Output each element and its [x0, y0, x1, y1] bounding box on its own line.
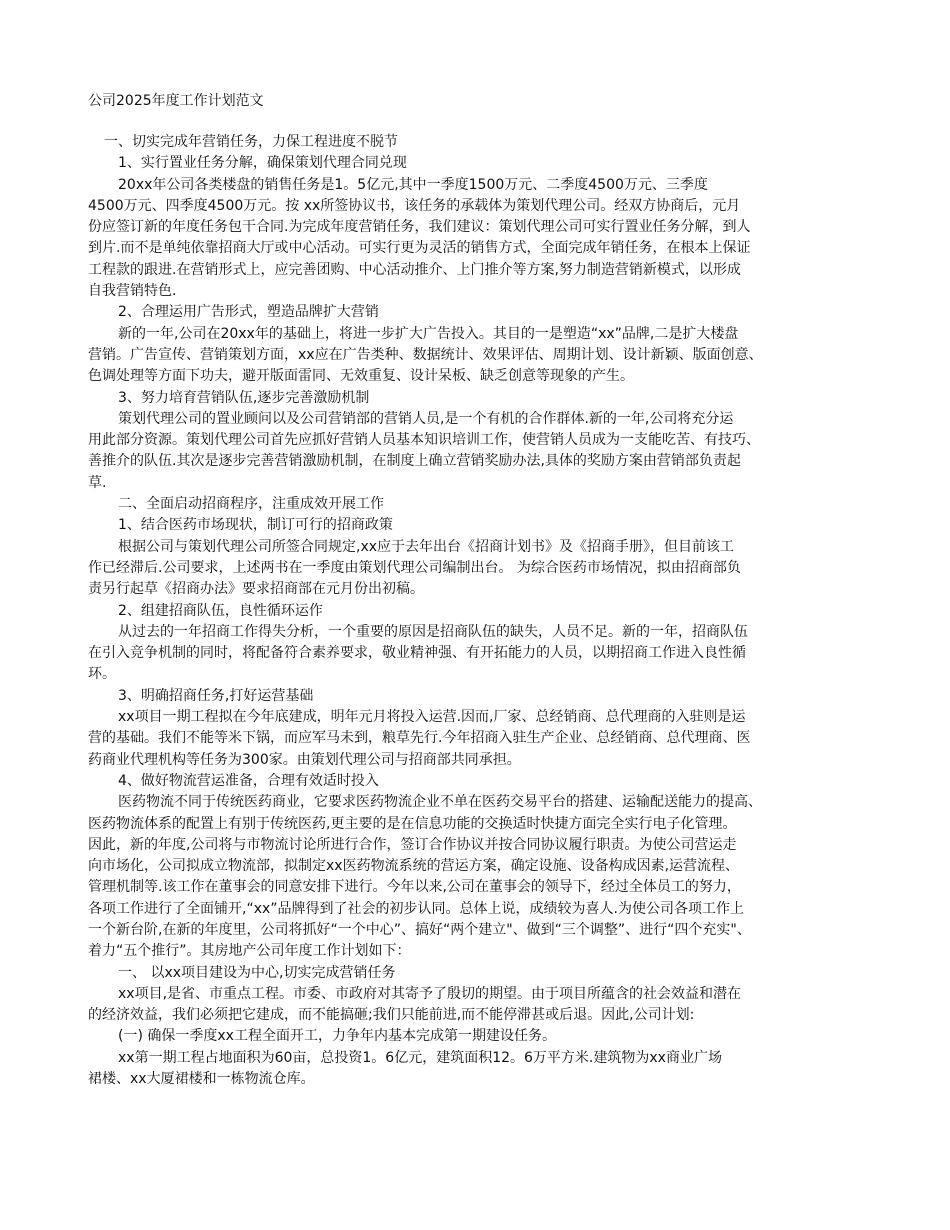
paragraph-line: 裙楼、xx大厦裙楼和一栋物流仓库。: [88, 1071, 315, 1088]
paragraph-line: 着力“五个推行”。其房地产公司年度工作计划如下：: [88, 943, 411, 960]
paragraph-line: (一) 确保一季度xx工程全面开工，力争年内基本完成第一期建设任务。: [118, 1028, 556, 1045]
paragraph-line: 工程款的跟进.在营销形式上，应完善团购、中心活动推介、上门推介等方案,努力制造营销新模式，以形成: [88, 261, 741, 278]
paragraph-line: 作已经滞后.公司要求，上述两书在一季度由策划代理公司编制出台。 为综合医药市场情况，拟由招商部负: [88, 559, 741, 576]
paragraph-line: 自我营销特色.: [88, 283, 177, 300]
paragraph-line: 草.: [88, 474, 107, 491]
paragraph-line: 新的一年,公司在20xx年的基础上，将进一步扩大广告投入。其目的一是塑造“xx”品牌,二是扩大楼盘: [118, 325, 739, 342]
paragraph-line: 药商业代理机构等任务为300家。由策划代理公司与招商部共同承担。: [88, 751, 521, 768]
paragraph-line: 1、结合医药市场现状，制订可行的招商政策: [118, 517, 393, 534]
paragraph-line: 根据公司与策划代理公司所签合同规定,xx应于去年出台《招商计划书》及《招商手册》，但目前该工: [118, 538, 735, 555]
paragraph-line: 4500万元、四季度4500万元。按 xx所签协议书，该任务的承载体为策划代理公司。经双方协商后，元月: [88, 197, 741, 214]
paragraph-line: 责另行起草《招商办法》要求招商部在元月份出初稿。: [88, 581, 424, 598]
paragraph-line: 各项工作进行了全面铺开,“xx”品牌得到了社会的初步认同。总体上说，成绩较为喜人.为使公司各项工作上: [88, 900, 744, 917]
paragraph-line: 到片.而不是单纯依靠招商大厅或中心活动。可实行更为灵活的销售方式，全面完成年销任务，在根本上保证: [88, 240, 751, 257]
paragraph-line: 一、切实完成年营销任务，力保工程进度不脱节: [104, 134, 398, 150]
paragraph-line: 从过去的一年招商工作得失分析，一个重要的原因是招商队伍的缺失，人员不足。新的一年，招商队伍: [118, 623, 748, 640]
paragraph-line: 营的基础。我们不能等米下锅，而应军马未到，粮草先行.今年招商入驻生产企业、总经销商、总代理商、医: [88, 730, 751, 747]
paragraph-line: 在引入竞争机制的同时，将配备符合素养要求，敬业精神强、有开拓能力的人员，以期招商工作进入良性循: [88, 645, 746, 662]
paragraph-line: 环。: [88, 666, 116, 683]
paragraph-line: xx第一期工程占地面积为60亩，总投资1。6亿元，建筑面积12。6万平方米.建筑物为xx商业广场: [118, 1049, 722, 1066]
paragraph-line: 向市场化，公司拟成立物流部，拟制定xx医药物流系统的营运方案，确定设施、设备构成因素,运营流程、: [88, 858, 740, 875]
paragraph-line: 医药物流不同于传统医药商业，它要求医药物流企业不单在医药交易平台的搭建、运输配送能力的提高、: [118, 794, 762, 811]
paragraph-line: 医药物流体系的配置上有别于传统医药,更主要的是在信息功能的交换适时快捷方面完全实行电子化管理。: [88, 815, 737, 832]
paragraph-line: 色调处理等方面下功夫，避开版面雷同、无效重复、设计呆板、缺乏创意等现象的产生。: [88, 368, 634, 385]
paragraph-line: 1、实行置业任务分解，确保策划代理合同兑现: [118, 155, 407, 172]
paragraph-line: 一、 以xx项目建设为中心,切实完成营销任务: [118, 964, 396, 981]
paragraph-line: 管理机制等.该工作在董事会的同意安排下进行。今年以来,公司在董事会的领导下，经过全体员工的努力，: [88, 879, 741, 896]
paragraph-line: 营销。广告宣传、营销策划方面，xx应在广告类种、数据统计、效果评估、周期计划、设计新颖、版面创意、: [88, 346, 763, 363]
paragraph-line: xx项目一期工程拟在今年底建成，明年元月将投入运营.因而,厂家、总经销商、总代理商的入驻则是运: [118, 709, 746, 726]
paragraph-line: 因此，新的年度,公司将与市物流讨论所进行合作，签订合作协议并按合同协议履行职责。为使公司营运走: [88, 836, 737, 853]
document-body: [88, 132, 868, 1090]
paragraph-line: 的经济效益，我们必须把它建成，而不能搞砸;我们只能前进,而不能停滞甚或后退。因此,公司计划:: [88, 1007, 695, 1024]
paragraph-line: 3、努力培育营销队伍,逐步完善激励机制: [118, 389, 370, 406]
paragraph-line: 20xx年公司各类楼盘的销售任务是1。5亿元,其中一季度1500万元、二季度4500万元、三季度: [118, 176, 708, 193]
paragraph-line: 2、合理运用广告形式，塑造品牌扩大营销: [118, 304, 379, 321]
paragraph-line: 二、全面启动招商程序，注重成效开展工作: [118, 496, 384, 513]
paragraph-line: 2、组建招商队伍，良性循环运作: [118, 602, 323, 619]
paragraph-line: 3、明确招商任务,打好运营基础: [118, 687, 314, 704]
paragraph-line: 份应签订新的年度任务包干合同.为完成年度营销任务，我们建议：策划代理公司可实行置业任务分解，到人: [88, 219, 751, 236]
paragraph-line: 策划代理公司的置业顾问以及公司营销部的营销人员,是一个有机的合作群体.新的一年,公司将充分运: [118, 410, 734, 427]
paragraph-line: 用此部分资源。策划代理公司首先应抓好营销人员基本知识培训工作，使营销人员成为一支能吃苦、有技巧、: [88, 432, 760, 449]
paragraph-line: 善推介的队伍.其次是逐步完善营销激励机制，在制度上确立营销奖励办法,具体的奖励方案由营销部负责起: [88, 453, 741, 470]
document-title: 公司2025年度工作计划范文: [88, 93, 264, 109]
paragraph-line: 一个新台阶,在新的年度里，公司将抓好“一个中心”、搞好“两个建立"、做到“三个调整”、进行“四个充实"、: [88, 921, 751, 938]
paragraph-line: xx项目,是省、市重点工程。市委、市政府对其寄予了殷切的期望。由于项目所蕴含的社会效益和潜在: [118, 985, 742, 1002]
paragraph-line: 4、做好物流营运准备，合理有效适时投入: [118, 772, 379, 789]
